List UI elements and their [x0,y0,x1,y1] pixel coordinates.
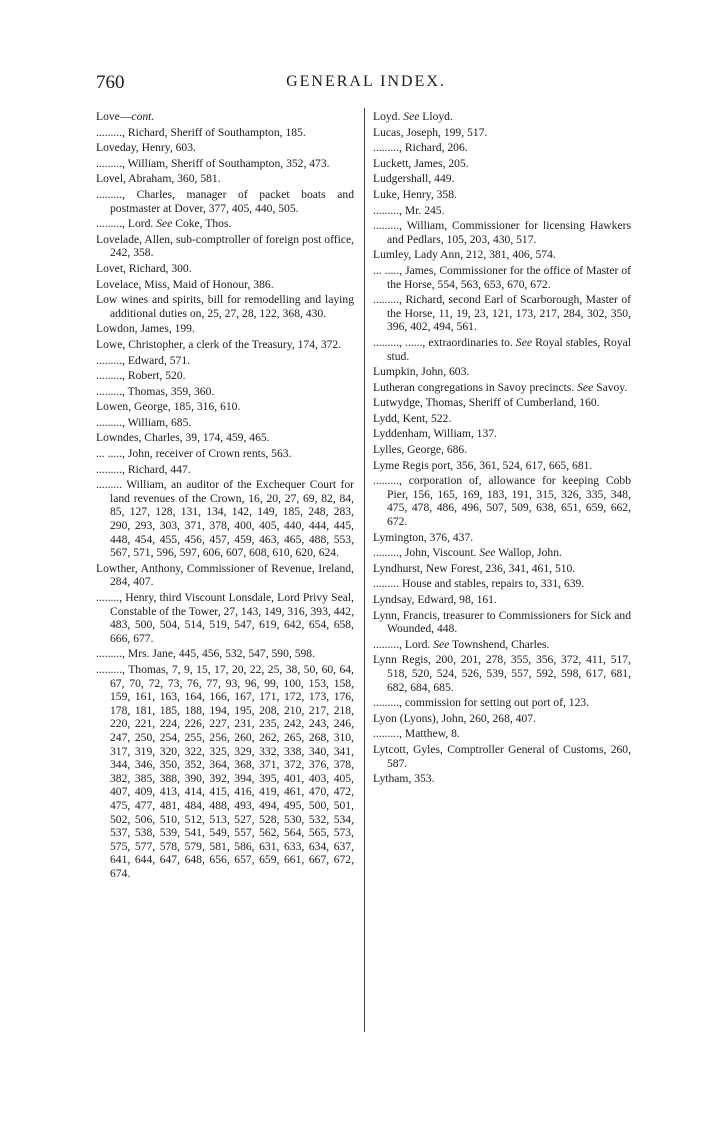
index-entry: ........., John, Viscount. See Wallop, John. [373,546,562,560]
index-entry: Lyme Regis port, 356, 361, 524, 617, 665, 681. [373,458,593,472]
index-entry: Lovel, Abraham, 360, 581. [96,172,221,186]
index-entry: Luckett, James, 205. [373,156,469,170]
index-entry: Lylles, George, 686. [373,443,468,457]
index-entry: Lyddenham, William, 137. [373,427,497,441]
index-entry: ........., William, Sheriff of Southampton, 352, 473. [96,156,330,170]
index-entry: Lucas, Joseph, 199, 517. [373,125,488,139]
index-entry: Lymington, 376, 437. [373,530,474,544]
index-entry: Lydd, Kent, 522. [373,411,452,425]
index-entry: Lowe, Christopher, a clerk of the Treasury, 174, 372. [96,337,342,351]
index-entry: ........., William, Commissioner for licensing Hawkers and Pedlars, 105, 203, 430, 517. [373,219,631,246]
index-entry: Lovet, Richard, 300. [96,261,192,275]
index-entry: Ludgershall, 449. [373,172,455,186]
index-entry: Love—cont. [96,110,155,123]
index-entry: Lyndhurst, New Forest, 236, 341, 461, 510. [373,561,576,575]
index-entry: ........., commission for setting out port of, 123. [373,696,590,710]
index-entry: Loveday, Henry, 603. [96,141,196,155]
index-entry: Lutwydge, Thomas, Sheriff of Cumberland, 160. [373,396,600,410]
index-entry: Lowen, George, 185, 316, 610. [96,400,241,414]
index-entry: Lumpkin, John, 603. [373,365,470,379]
index-entry: ........., Mrs. Jane, 445, 456, 532, 547, 590, 598. [96,647,315,661]
column-divider [364,108,365,1032]
index-entry: ........., Thomas, 7, 9, 15, 17, 20, 22, 25, 38, 50, 60, 64, 67, 70, 72, 73, 76, 77, 93, 96, 99, 100, 153, 158, 159, 161, 163, 164, 166, 167, 171, 172, 173, 176, 178, 181, 185, 188, 194, 195, 208, 210, 217, 218, 220, 221, 224, 226, 227, 231, 235, 242, 243, 246, 247, 250, 254, 255, 256, 260, 262, 265, 268, 310, 317, 319, 320, 322, 325, 329, 332, 338, 340, 341, 344, 346, 350, 352, 364, 368, 371, 372, 376, 378, 382, 385, 388, 390, 392, 394, 395, 401, 403, 405, 407, 409, 413, 414, 415, 416, 419, 461, 470, 472, 475, 477, 481, 484, 488, 493, 494, 495, 500, 501, 502, 506, 510, 512, 513, 527, 528, 530, 532, 534, 537, 538, 539, 541, 549, 557, 562, 564, 565, 573, 575, 577, 578, 579, 581, 586, 631, 633, 634, 637, 641, 644, 647, 648, 656, 657, 659, 661, 667, 672, 674. [96,662,354,880]
index-entry: ... ....., John, receiver of Crown rents, 563. [96,447,292,461]
index-entry: Lynn Regis, 200, 201, 278, 355, 356, 372, 411, 517, 518, 520, 524, 526, 539, 557, 592, 598, 617, 681, 682, 684, 685. [373,653,631,694]
index-entry: Lowdon, James, 199. [96,322,195,336]
index-entry: ........., corporation of, allowance for keeping Cobb Pier, 156, 165, 169, 183, 191, 315, 326, 335, 348, 475, 478, 486, 496, 507, 509, 638, 651, 659, 662, 672. [373,474,631,529]
index-entry: Lovelace, Miss, Maid of Honour, 386. [96,277,274,291]
index-entry: Loyd. See Lloyd. [373,110,453,123]
index-entry: Lowther, Anthony, Commissioner of Revenue, Ireland, 284, 407. [96,561,354,589]
index-entry: ........., Thomas, 359, 360. [96,384,215,398]
index-entry: ........., Charles, manager of packet boats and postmaster at Dover, 377, 405, 440, 505. [96,187,354,215]
index-entry: ........, Henry, third Viscount Lonsdale, Lord Privy Seal, Constable of the Tower, 27, 143, 149, 316, 393, 442, 483, 500, 504, 514, 519, 547, 619, 642, 654, 658, 666, 677. [96,591,354,645]
running-head: GENERAL INDEX. [286,73,446,90]
index-entry: ... ....., James, Commissioner for the office of Master of the Horse, 554, 563, 653, 670, 672. [373,263,631,291]
index-entry: ........., Robert, 520. [96,369,186,383]
index-entry: Lyon (Lyons), John, 260, 268, 407. [373,711,536,725]
index-entry: ........., Mr. 245. [373,203,445,217]
index-entry: ........., ......, extraordinaries to. See Royal stables, Royal stud. [373,335,631,363]
index-entry: ........., Richard, 206. [373,141,468,155]
index-entry: ........., Matthew, 8. [373,727,460,741]
page-number: 760 [96,72,125,93]
index-entry: ........., Edward, 571. [96,353,191,367]
index-entry: Lumley, Lady Ann, 212, 381, 406, 574. [373,248,556,262]
index-entry: ........., Lord. See Townshend, Charles. [373,637,550,651]
index-entry: Luke, Henry, 358. [373,187,457,201]
index-entry: Lytcott, Gyles, Comptroller General of Customs, 260, 587. [373,742,631,770]
index-entry: Lowndes, Charles, 39, 174, 459, 465. [96,431,270,445]
index-entry: ......... House and stables, repairs to, 331, 639. [373,577,585,591]
index-entry: Lytham, 353. [373,772,435,786]
index-entry: Lynn, Francis, treasurer to Commissioners for Sick and Wounded, 448. [373,608,631,636]
index-entry: Lovelade, Allen, sub-comptroller of foreign post office, 242, 358. [96,232,354,260]
index-entry: Low wines and spirits, bill for remodelling and laying additional duties on, 25, 27, 28, 122, 368, 430. [96,293,354,320]
index-entry: ......... William, an auditor of the Exchequer Court for land revenues of the Crown, 16, 20, 27, 69, 82, 84, 85, 127, 128, 131, 134, 142, 149, 185, 248, 283, 290, 293, 303, 371, 378, 400, 405, 440, 444, 445, 448, 454, 455, 456, 457, 459, 463, 465, 488, 553, 567, 571, 596, 597, 606, 607, 608, 610, 620, 624. [96,478,354,560]
index-entry: Lutheran congregations in Savoy precincts. See Savoy. [373,380,628,394]
index-entry: ........., Lord. See Coke, Thos. [96,217,232,231]
index-entry: ........., Richard, 447. [96,462,191,476]
index-entry: ........., Richard, Sheriff of Southampton, 185. [96,125,306,139]
index-entry: ........., William, 685. [96,415,192,429]
index-column-left [96,110,354,882]
index-column-right [373,110,631,788]
index-entry: ........., Richard, second Earl of Scarborough, Master of the Horse, 11, 19, 23, 121, 173, 217, 284, 302, 350, 396, 402, 494, 561. [373,293,631,334]
index-entry: Lyndsay, Edward, 98, 161. [373,593,497,606]
